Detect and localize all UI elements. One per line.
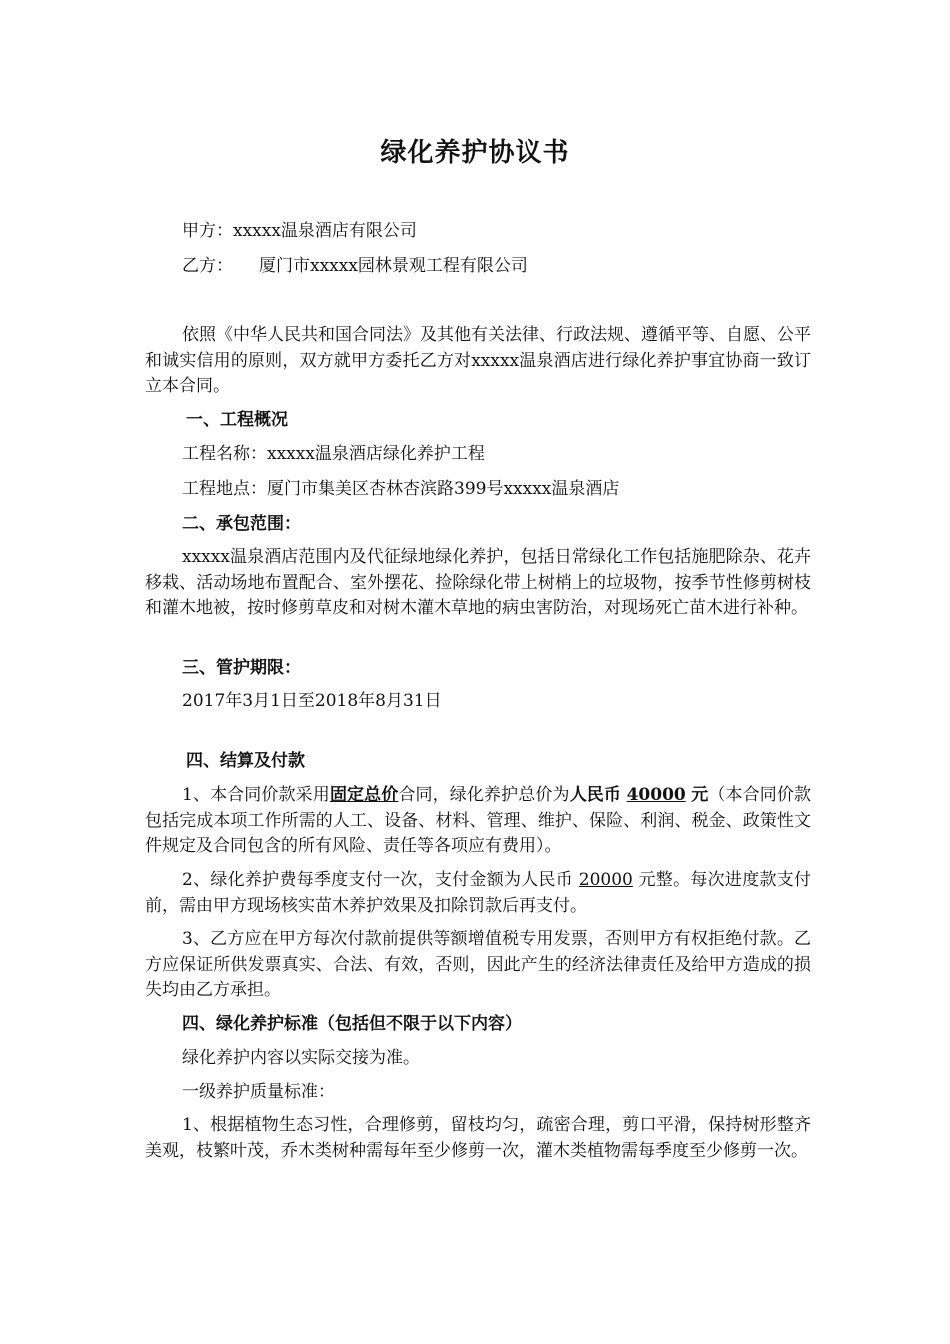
payment-2-text-c: 元整。每次进度款支付前，需由甲方现场核实苗木养护效果及扣除罚款后再支付。 bbox=[145, 870, 812, 916]
intro-paragraph: 依照《中华人民共和国合同法》及其他有关法律、行政法规、遵循平等、自愿、公平和诚实信用的原则，双方就甲方委托乙方对xxxxx温泉酒店进行绿化养护事宜协商一致订立本合同。 bbox=[145, 325, 811, 396]
scope-paragraph: xxxxx温泉酒店范围内及代征绿地绿化养护，包括日常绿化工作包括施肥除杂、花卉移栽、活动场地布置配合、室外摆花、捡除绿化带上树梢上的垃圾物，按季节性修剪树枝和灌木地被，按时修剪草皮和对树木灌木草地的病虫害防治，对现场死亡苗木进行补种。 bbox=[145, 547, 811, 618]
party-b-label: 乙方： bbox=[182, 256, 233, 276]
term-text: 2017年3月1日至2018年8月31日 bbox=[182, 691, 442, 711]
party-b-name: 厦门市xxxxx园林景观工程有限公司 bbox=[259, 256, 528, 276]
payment-1-text-c: 合同，绿化养护总价为 bbox=[398, 785, 570, 805]
payment-1-text-g: （本合同价款包括完成本项工作所需的人工、设备、材料、管理、维护、保险、利润、税金、政策性文件规定及合同包含的所有风险、责任等各项应有费用）。 bbox=[145, 785, 812, 856]
section-5-heading: 四、绿化养护标准（包括但不限于以下内容） bbox=[182, 1014, 522, 1034]
payment-clause-1 bbox=[145, 783, 811, 860]
section-4-heading: 四、结算及付款 bbox=[186, 751, 305, 771]
total-amount: 40000 bbox=[626, 785, 686, 805]
party-b-line bbox=[182, 254, 528, 279]
standard-note: 绿化养护内容以实际交接为准。 bbox=[182, 1048, 420, 1068]
standard-level: 一级养护质量标准： bbox=[182, 1082, 335, 1102]
payment-2-text-a: 2、绿化养护费每季度支付一次，支付金额为人民币 bbox=[182, 870, 574, 890]
payment-clause-2 bbox=[145, 868, 811, 919]
section-1-heading: 一、工程概况 bbox=[186, 410, 288, 430]
fixed-total-price: 固定总价 bbox=[329, 785, 399, 805]
payment-clause-3: 3、乙方应在甲方每次付款前提供等额增值税专用发票，否则甲方有权拒绝付款。乙方应保证所供发票真实、合法、有效，否则，因此产生的经济法律责任及给甲方造成的损失均由乙方承担。 bbox=[145, 929, 811, 1000]
amount-unit: 元 bbox=[691, 785, 709, 805]
project-name: 工程名称：xxxxx温泉酒店绿化养护工程 bbox=[182, 444, 485, 464]
payment-1-text-a: 1、本合同价款采用 bbox=[182, 785, 330, 805]
section-2-heading: 二、承包范围： bbox=[182, 514, 301, 534]
currency-label: 人民币 bbox=[569, 785, 622, 805]
project-location: 工程地点：厦门市集美区杏林杏滨路399号xxxxx温泉酒店 bbox=[182, 479, 620, 499]
document-title: 绿化养护协议书 bbox=[380, 138, 570, 168]
section-3-heading: 三、管护期限： bbox=[182, 658, 301, 678]
party-a-label: 甲方： bbox=[182, 221, 233, 241]
party-a-name: xxxxx温泉酒店有限公司 bbox=[233, 221, 417, 241]
quarterly-amount: 20000 bbox=[578, 870, 633, 890]
party-a-line bbox=[182, 219, 417, 244]
standard-item-1: 1、根据植物生态习性，合理修剪，留枝均匀，疏密合理，剪口平滑，保持树形整齐美观，枝繁叶茂，乔木类树种需每年至少修剪一次，灌木类植物需每季度至少修剪一次。 bbox=[145, 1115, 811, 1161]
